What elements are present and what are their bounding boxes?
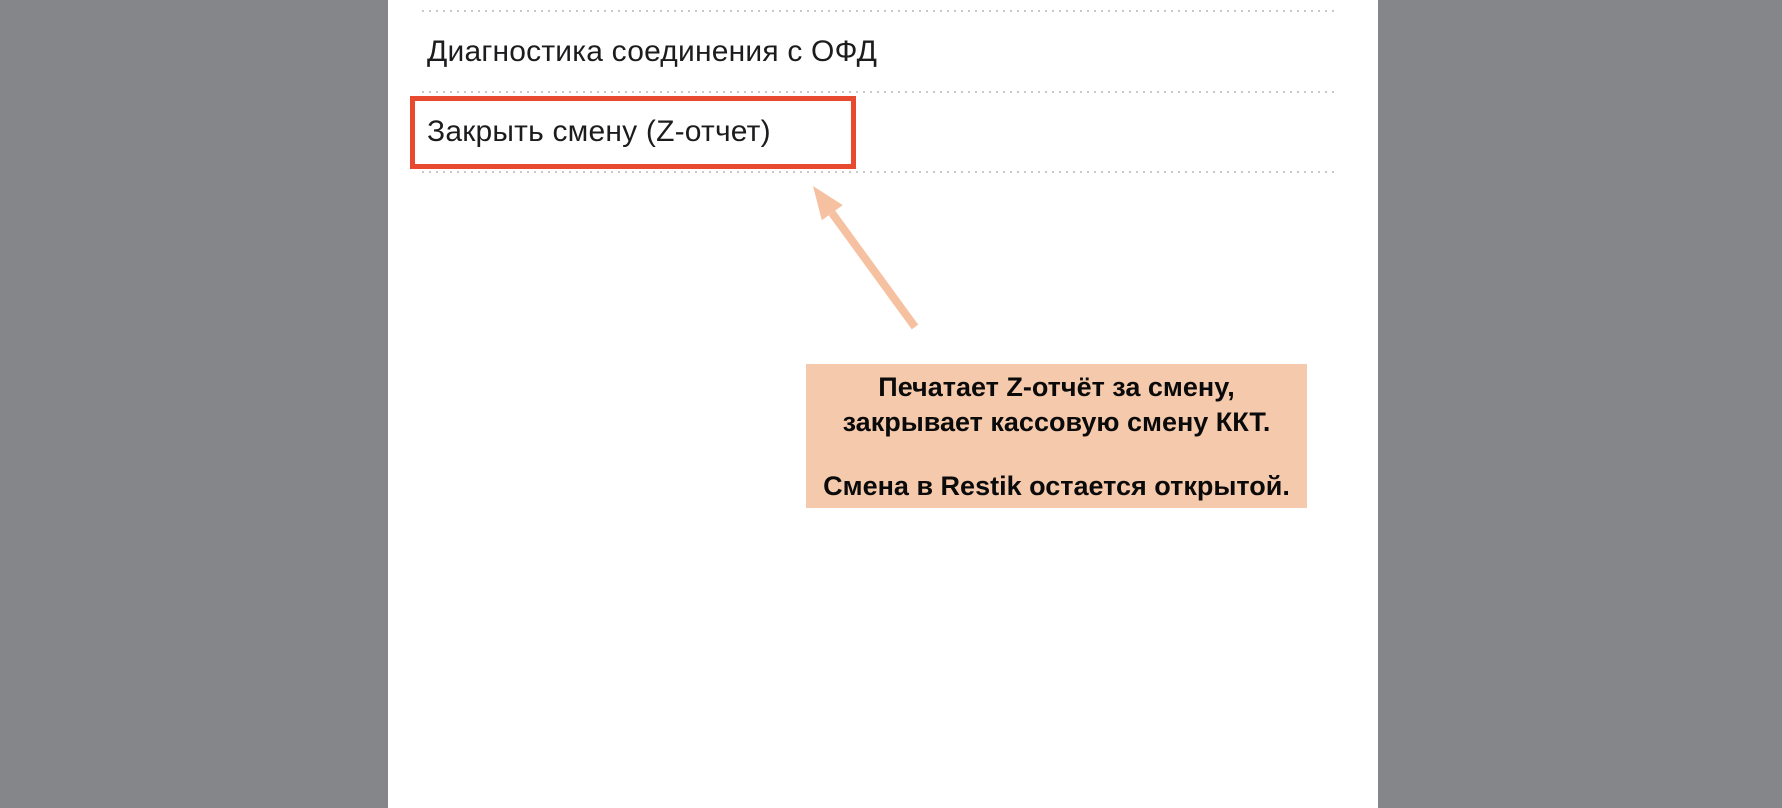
annotation-arrow-icon — [795, 178, 930, 333]
annotation-box — [806, 364, 1307, 508]
menu-item-label: Диагностика соединения с ОФД — [427, 35, 878, 68]
annotation-text-gap — [806, 440, 1307, 469]
annotation-text-line-2: закрывает кассовую смену ККТ. — [842, 407, 1271, 437]
settings-panel — [388, 0, 1378, 808]
menu-item-close-shift-z-report[interactable] — [388, 92, 1378, 172]
annotation-text-line-1: Печатает Z-отчёт за смену, — [878, 372, 1235, 402]
annotation-text-line-3: Смена в Restik остается открытой. — [823, 471, 1290, 501]
menu-item-label: Закрыть смену (Z-отчет) — [427, 115, 771, 148]
menu-item-ofd-diagnostics[interactable] — [388, 12, 1378, 92]
